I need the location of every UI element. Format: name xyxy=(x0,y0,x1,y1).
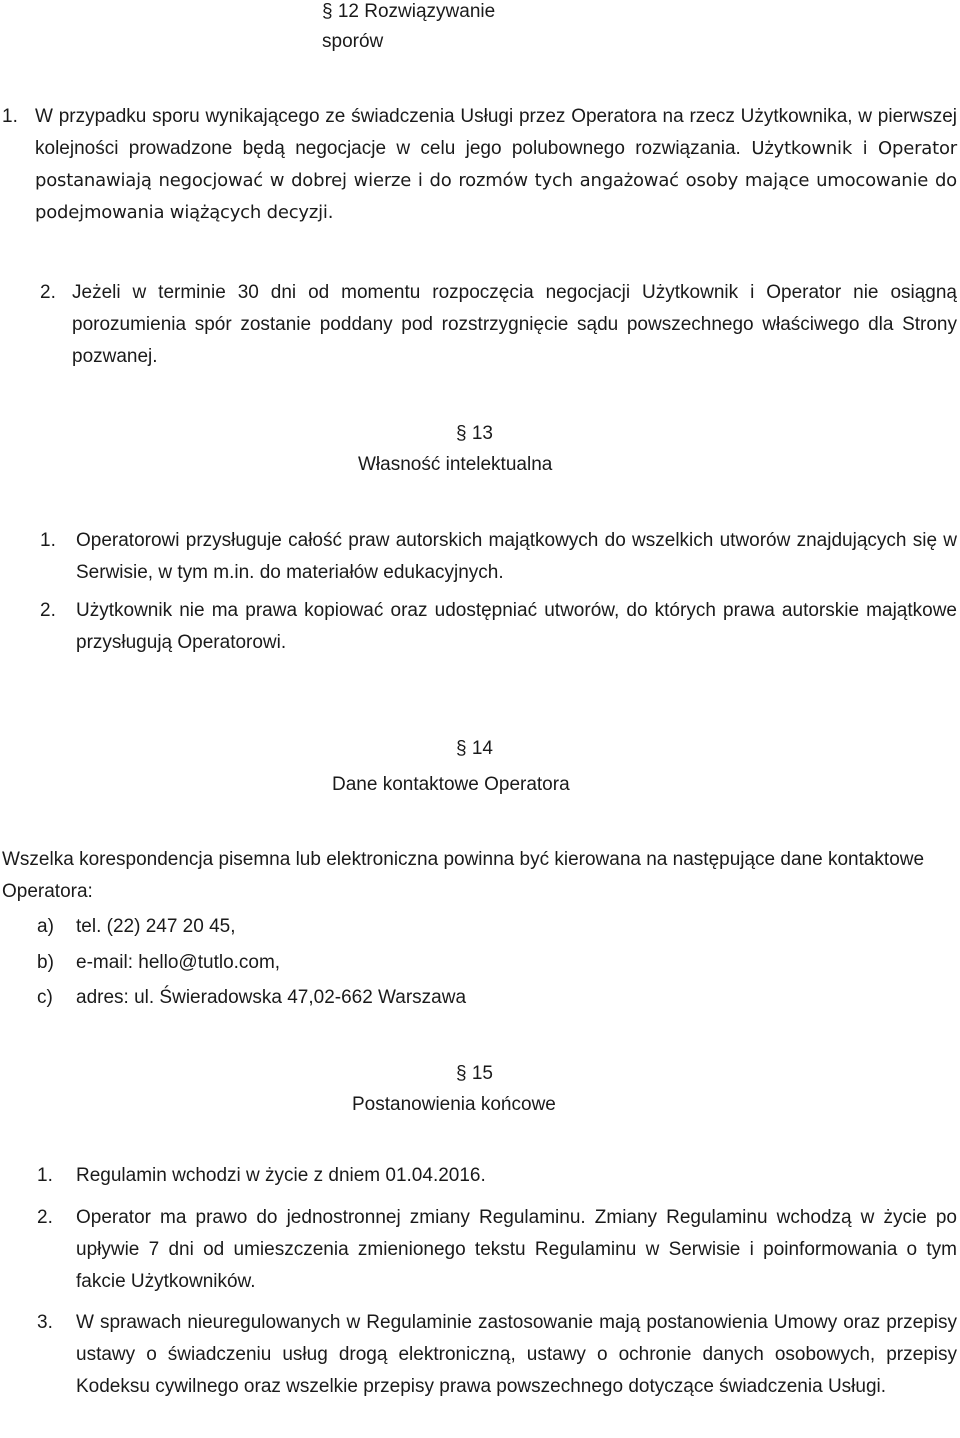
contact-email: e-mail: hello@tutlo.com, xyxy=(76,952,281,973)
section-14 xyxy=(0,730,960,1030)
contact-b-label: b) xyxy=(37,952,54,973)
section-13-heading-title: Własność intelektualna xyxy=(358,454,553,475)
section-15 xyxy=(0,1055,960,1438)
section-15-item-2-number: 2. xyxy=(37,1207,53,1228)
section-15-item-1-text: Regulamin wchodzi w życie z dniem 01.04.2016. xyxy=(76,1165,486,1186)
contact-phone: tel. (22) 247 20 45, xyxy=(76,916,236,937)
section-12-item-1-text-a: W przypadku sporu wynikającego ze świadczenia Usługi przez Operatora na rzecz Użytkownika, w pierwszej kolejności prowadzone będą negocjacje w celu jego polubownego rozwiązania. xyxy=(35,106,957,159)
contact-c-label: c) xyxy=(37,987,53,1008)
section-15-item-2-text: Operator ma prawo do jednostronnej zmiany Regulaminu. Zmiany Regulaminu wchodzą w życie po upływie 7 dni od umieszczenia zmienionego tekstu Regulaminu w Serwisie i poinformowania o tym fakcie Użytkowników. xyxy=(76,1207,957,1292)
section-13-item-2-number: 2. xyxy=(40,600,56,621)
section-15-item-3-number: 3. xyxy=(37,1312,53,1333)
section-15-heading-title: Postanowienia końcowe xyxy=(352,1094,556,1115)
contact-a-text xyxy=(76,911,236,943)
contact-a-label: a) xyxy=(37,916,54,937)
section-13 xyxy=(0,415,960,675)
section-15-item-1-number: 1. xyxy=(37,1165,53,1186)
section-12-item-1-text-b: Użytkownik i Operator postanawiają negocjować w dobrej wierze i do rozmów tych angażować osoby mające umocowanie do podejmowania wiążących decyzji. xyxy=(35,138,957,223)
section-12-item-1-number: 1. xyxy=(2,106,18,127)
section-13-item-2-text: Użytkownik nie ma prawa kopiować oraz udostępniać utworów, do których prawa autorskie majątkowe przysługują Operatorowi. xyxy=(76,600,957,653)
section-12-item-2-number: 2. xyxy=(40,282,56,303)
section-14-heading-title: Dane kontaktowe Operatora xyxy=(332,774,570,795)
section-12 xyxy=(0,0,960,380)
section-15-heading-number: § 15 xyxy=(456,1063,493,1084)
contact-address: adres: ul. Świeradowska 47,02-662 Warszawa xyxy=(76,987,467,1008)
section-15-item-3-text: W sprawach nieuregulowanych w Regulaminie zastosowanie mają postanowienia Umowy oraz przepisy ustawy o świadczeniu usług drogą elektroniczną, ustawy o ochronie danych osobowych, przepisy Kodeksu cywilnego oraz wszelkie przepisy prawa powszechnego dotyczące świadczenia Usługi. xyxy=(76,1312,957,1397)
section-12-heading-line1: § 12 Rozwiązywanie xyxy=(322,1,496,22)
section-12-item-1-text xyxy=(35,101,957,229)
section-13-heading-number: § 13 xyxy=(456,423,493,444)
section-14-intro: Wszelka korespondencja pisemna lub elektroniczna powinna być kierowana na następujące dane kontaktowe Operatora: xyxy=(2,849,925,902)
section-12-heading-line2: sporów xyxy=(322,31,384,52)
section-12-item-2-text: Jeżeli w terminie 30 dni od momentu rozpoczęcia negocjacji Użytkownik i Operator nie osiągną porozumienia spór zostanie poddany pod rozstrzygnięcie sądu powszechnego właściwego dla Strony pozwanej. xyxy=(72,282,957,367)
section-13-item-1-number: 1. xyxy=(40,530,56,551)
section-13-item-1-text: Operatorowi przysługuje całość praw autorskich majątkowych do wszelkich utworów znajdujących się w Serwisie, w tym m.in. do materiałów edukacyjnych. xyxy=(76,530,957,583)
section-14-heading-number: § 14 xyxy=(456,738,493,759)
